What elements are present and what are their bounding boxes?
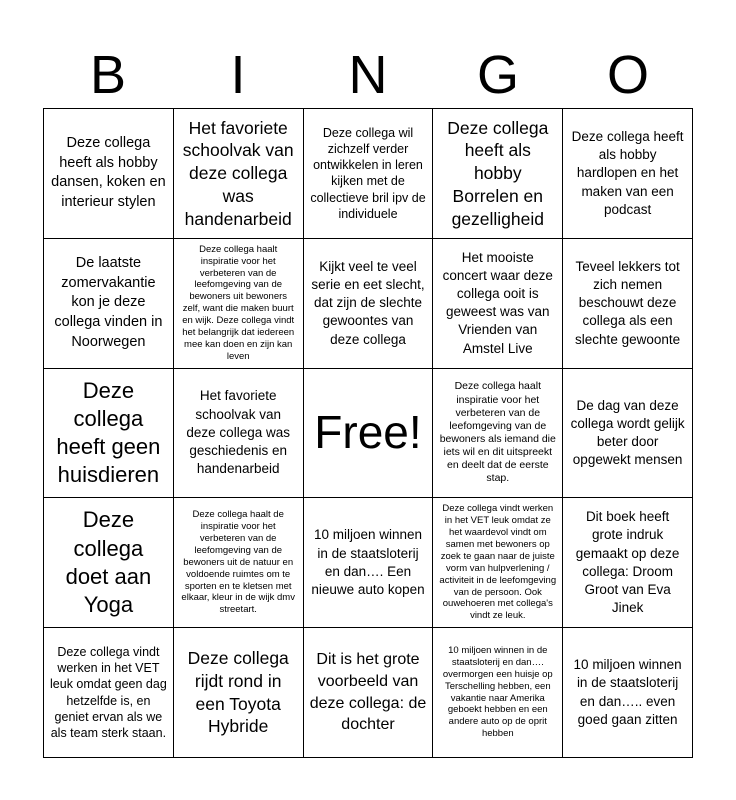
header-letter-b: B (89, 45, 127, 105)
free-space[interactable]: Free! (304, 369, 434, 499)
header-letter-i: I (230, 45, 246, 105)
header-letter-o: O (606, 45, 649, 105)
bingo-cell-r3c2[interactable]: Het favoriete schoolvak van deze collega was geschiedenis en handenarbeid (174, 369, 304, 499)
bingo-cell-r2c1[interactable]: De laatste zomervakantie kon je deze collega vinden in Noorwegen (44, 239, 174, 369)
header-letter-n: N (348, 45, 388, 105)
bingo-grid (43, 108, 693, 758)
bingo-cell-r2c4[interactable]: Het mooiste concert waar deze collega ooit is geweest was van Vrienden van Amstel Live (433, 239, 563, 369)
bingo-cell-r5c2[interactable]: Deze collega rijdt rond in een Toyota Hybride (174, 628, 304, 758)
bingo-cell-r5c3[interactable]: Dit is het grote voorbeeld van deze collega: de dochter (304, 628, 434, 758)
bingo-cell-r1c5[interactable]: Deze collega heeft als hobby hardlopen en het maken van een podcast (563, 109, 693, 239)
bingo-cell-r4c1[interactable]: Deze collega doet aan Yoga (44, 498, 174, 628)
bingo-cell-r5c4[interactable]: 10 miljoen winnen in de staatsloterij en dan…. overmorgen een huisje op Terschelling hebben, een vakantie naar Amerika geboekt hebben en een andere auto op de oprit hebben (433, 628, 563, 758)
header-letter-g: G (476, 45, 519, 105)
bingo-cell-r1c1[interactable]: Deze collega heeft als hobby dansen, koken en interieur stylen (44, 109, 174, 239)
bingo-cell-r2c5[interactable]: Teveel lekkers tot zich nemen beschouwt deze collega als een slechte gewoonte (563, 239, 693, 369)
bingo-cell-r1c3[interactable]: Deze collega wil zichzelf verder ontwikkelen in leren kijken met de collectieve bril ipv de individuele (304, 109, 434, 239)
bingo-cell-r5c1[interactable]: Deze collega vindt werken in het VET leuk omdat geen dag hetzelfde is, en geniet ervan als we als team sterk staan. (44, 628, 174, 758)
bingo-cell-r3c4[interactable]: Deze collega haalt inspiratie voor het verbeteren van de leefomgeving van de bewoners als iemand die iets wil en dit uitspreekt en deelt dat de eerste stap. (433, 369, 563, 499)
bingo-cell-r4c2[interactable]: Deze collega haalt de inspiratie voor het verbeteren van de leefomgeving van de bewoners uit de natuur en voldoende ruimtes om te sporten en te kletsen met elkaar, kleur in de wijk dmv streetart. (174, 498, 304, 628)
bingo-cell-r3c5[interactable]: De dag van deze collega wordt gelijk beter door opgewekt mensen (563, 369, 693, 499)
bingo-cell-r5c5[interactable]: 10 miljoen winnen in de staatsloterij en dan….. even goed gaan zitten (563, 628, 693, 758)
bingo-cell-r2c2[interactable]: Deze collega haalt inspiratie voor het verbeteren van de leefomgeving van de bewoners uit bewoners zelf, want die maken buurt en wijk. Deze collega vindt het belangrijk dat iedereen mee kan doen en zijn kan leven (174, 239, 304, 369)
bingo-cell-r4c5[interactable]: Dit boek heeft grote indruk gemaakt op deze collega: Droom Groot van Eva Jinek (563, 498, 693, 628)
bingo-header (43, 42, 693, 108)
bingo-cell-r4c3[interactable]: 10 miljoen winnen in de staatsloterij en dan…. Een nieuwe auto kopen (304, 498, 434, 628)
bingo-cell-r1c2[interactable]: Het favoriete schoolvak van deze collega was handenarbeid (174, 109, 304, 239)
bingo-cell-r1c4[interactable]: Deze collega heeft als hobby Borrelen en gezelligheid (433, 109, 563, 239)
bingo-cell-r4c4[interactable]: Deze collega vindt werken in het VET leuk omdat ze het waardevol vindt om samen met bewoners op zoek te gaan naar de juiste vorm van hulpverlening / activiteit in de leefomgeving van de persoon. Ook ouwehoeren met collega's vindt ze leuk. (433, 498, 563, 628)
bingo-cell-r2c3[interactable]: Kijkt veel te veel serie en eet slecht, dat zijn de slechte gewoontes van deze collega (304, 239, 434, 369)
bingo-cell-r3c1[interactable]: Deze collega heeft geen huisdieren (44, 369, 174, 499)
